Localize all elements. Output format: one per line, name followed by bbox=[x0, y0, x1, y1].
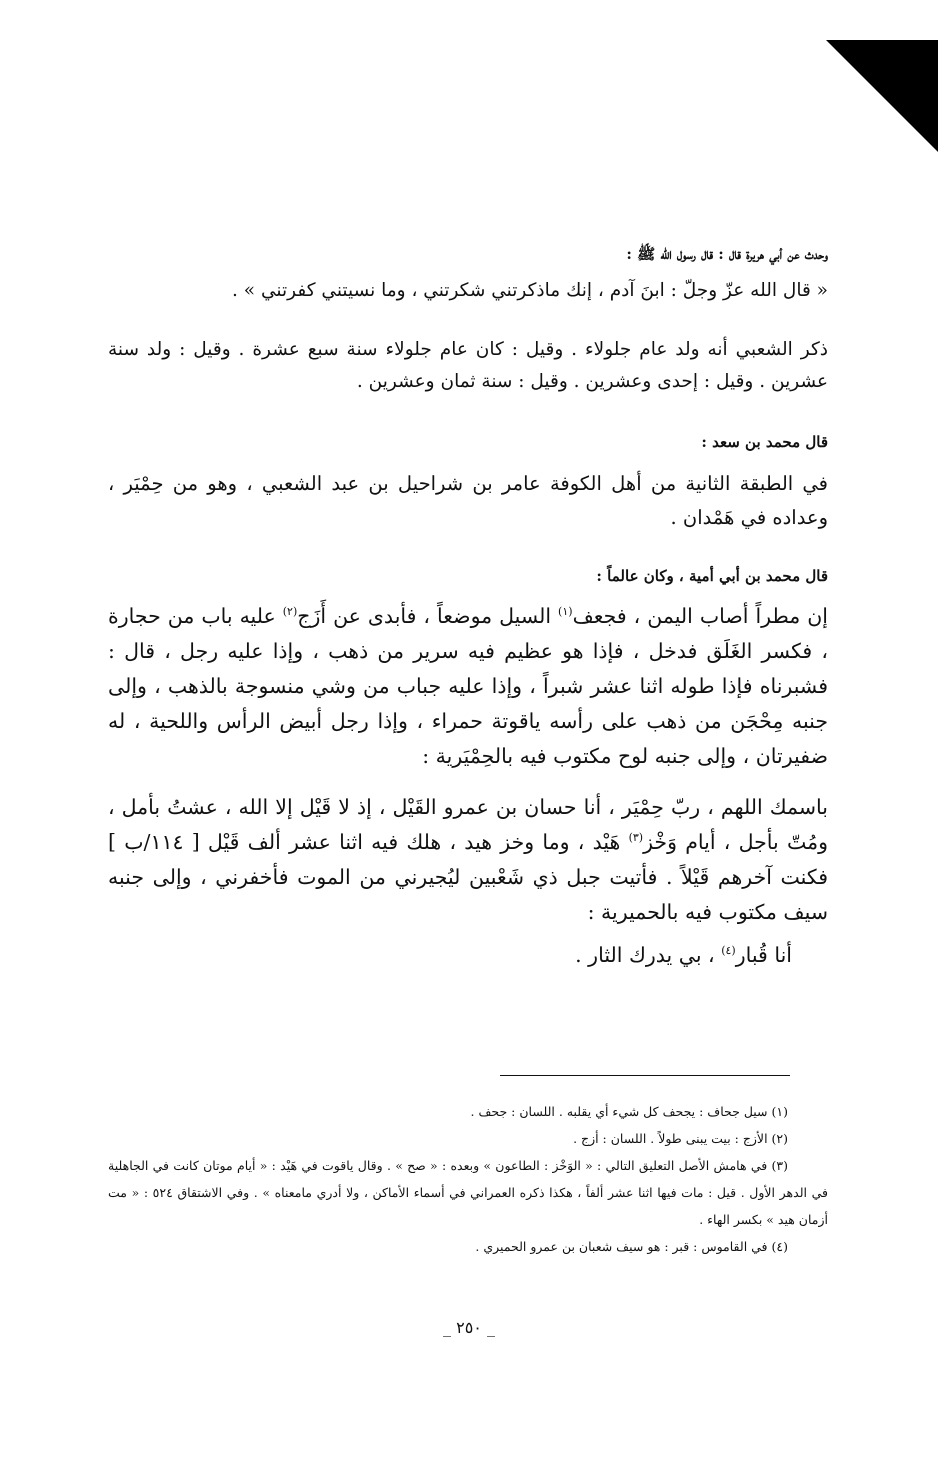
corner-tab-mark bbox=[826, 40, 938, 152]
ibn-saad-heading: قال محمد بن سعد : bbox=[701, 433, 828, 451]
inscription-paragraph: باسمك اللهم ، ربّ حِمْيَر ، أنا حسان بن عمرو القَيْل ، إذ لا قَيْل إلا الله ، عشتُ بأمل ، ومُتّ بأجل ، أيام وَخْز$^{(٣)}$ هَيْد ، وما وخز هيد ، هلك فيه اثنا عشر ألف قَيْل [ ١١٤/ب ] فكنت آخرهم قَيْلاً . فأتيت جبل ذي شَعْبين ليُجيرني من الموت فأخفرني ، وإلى جنبه سيف مكتوب فيه بالحميرية : bbox=[108, 795, 828, 924]
hadith-intro: وحدث عن أبي هريرة قال : قال رسول الله ﷺ : bbox=[626, 245, 828, 263]
footnotes bbox=[108, 1098, 828, 1260]
footnote-divider bbox=[500, 1075, 790, 1076]
footnote-ref-2: (٢) bbox=[282, 605, 298, 619]
footnote-ref-3: (٣) bbox=[628, 831, 644, 845]
page-number: _ ٢٥٠ _ bbox=[443, 1318, 495, 1337]
tomb-paragraph: إن مطراً أصاب اليمن ، فجعف$^{(١)}$ السيل موضعاً ، فأبدى عن أَزَج$^{(٢)}$ عليه باب من حجارة ، فكسر الغَلَق فدخل ، فإذا هو عظيم فيه سرير من ذهب ، وإذا عليه رجل ، قال : فشبرناه فإذا طوله اثنا عشر شبراً ، وإذا عليه جباب من وشي منسوجة بالذهب ، وإلى جنبه مِحْجَن من ذهب على رأسه ياقوتة حمراء ، وإذا رجل أبيض الرأس واللحية ، له ضفيرتان ، وإلى جنبه لوح مكتوب فيه بالحِمْيَرية : bbox=[108, 604, 829, 768]
footnote-4: (٤) في القاموس : قبر : هو سيف شعبان بن عمرو الحميري . bbox=[475, 1239, 788, 1254]
footnote-ref-4: (٤) bbox=[721, 944, 736, 958]
main-text bbox=[108, 243, 828, 973]
ibn-umayya-heading: قال محمد بن أبي أمية ، وكان عالماً : bbox=[596, 567, 828, 585]
sword-inscription: أنا قُبار$^{(٤)}$ ، بي يدرك الثار . bbox=[575, 943, 792, 967]
footnote-2: (٢) الأزج : بيت يبنى طولاً . اللسان : أزج . bbox=[573, 1131, 788, 1146]
footnote-1: (١) سيل جحاف : يجحف كل شيء أي يقلبه . اللسان : جحف . bbox=[470, 1104, 788, 1119]
shabi-paragraph: ذكر الشعبي أنه ولد عام جلولاء . وقيل : كان عام جلولاء سنة سبع عشرة . وقيل : ولد سنة عشرين . وقيل : إحدى وعشرين . وقيل : سنة ثمان وعشرين . bbox=[108, 339, 828, 392]
ibn-saad-paragraph: في الطبقة الثانية من أهل الكوفة عامر بن شراحيل بن عبد الشعبي ، وهو من حِمْيَر ، وعداده في هَمْدان . bbox=[108, 472, 828, 529]
footnote-ref-1: (١) bbox=[558, 605, 573, 619]
footnote-3: (٣) في هامش الأصل التعليق التالي : « الوَخْز : الطاعون » وبعده : « صح » . وقال ياقوت في هَيْد : « أيام موتان كانت في الجاهلية في الدهر الأول . قيل : مات فيها اثنا عشر ألفاً ، هكذا ذكره العمراني في أسماء الأماكن ، ولا أدري مامعناه » . وفي الاشتقاق ٥٢٤ : « مت أزمان هيد » بكسر الهاء . bbox=[108, 1158, 828, 1227]
hadith-text: « قال الله عزّ وجلّ : ابنَ آدم ، إنك ماذكرتني شكرتني ، وما نسيتني كفرتني » . bbox=[232, 280, 828, 301]
